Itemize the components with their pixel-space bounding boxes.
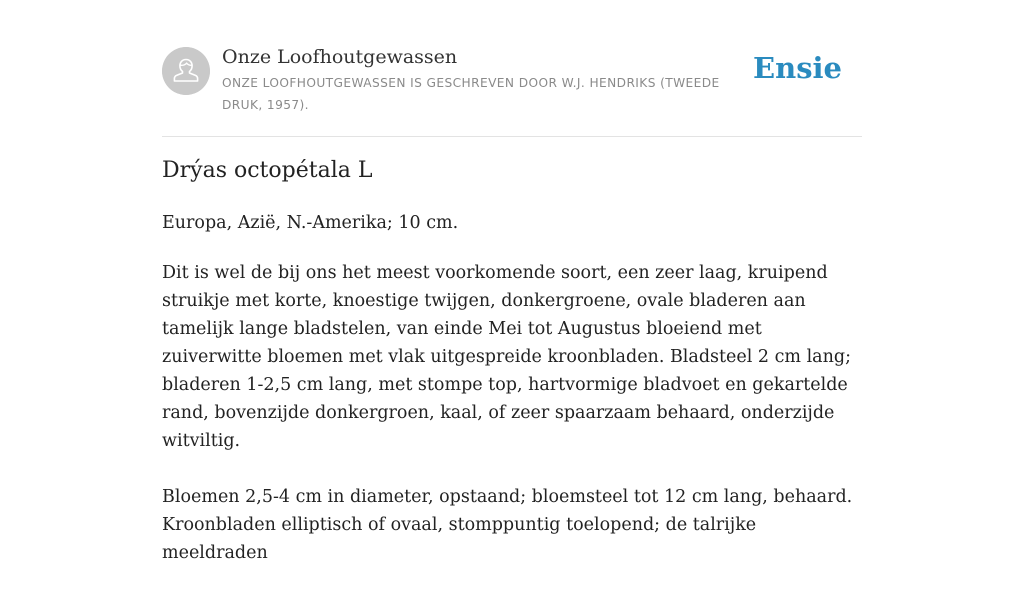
brand-logo-link[interactable]: Ensie: [753, 51, 842, 85]
publication-title[interactable]: Onze Loofhoutgewassen: [222, 46, 458, 68]
entry-paragraph: Bloemen 2,5-4 cm in diameter, opstaand; bloemsteel tot 12 cm lang, behaard. Kroonbladen elliptisch of ovaal, stomppuntig toelopend; de talrijke meeldraden: [162, 487, 853, 563]
page-container: [162, 0, 862, 563]
publication-description: ONZE LOOFHOUTGEWASSEN IS GESCHREVEN DOOR W.J. HENDRIKS (TWEEDE DRUK, 1957).: [222, 76, 720, 112]
entry-paragraph: Dit is wel de bij ons het meest voorkomende soort, een zeer laag, kruipend struikje met korte, knoestige twijgen, donkergroene, ovale bladeren aan tamelijk lange bladstelen, van einde Mei tot Augustus bloeiend met zuiverwitte bloemen met vlak uitgespreide kroonbladen. Bladsteel 2 cm lang; bladeren 1-2,5 cm lang, met stompe top, hartvormige bladvoet en gekartelde rand, bovenzijde donkergroen, kaal, of zeer spaarzaam behaard, onderzijde witviltig.: [162, 263, 851, 451]
entry-body: [162, 259, 862, 595]
entry-meta: Europa, Azië, N.-Amerika; 10 cm.: [162, 213, 459, 233]
entry-title: Drýas octopétala L: [162, 158, 373, 183]
publication-header: [162, 0, 862, 137]
user-silhouette-icon[interactable]: [162, 47, 210, 95]
